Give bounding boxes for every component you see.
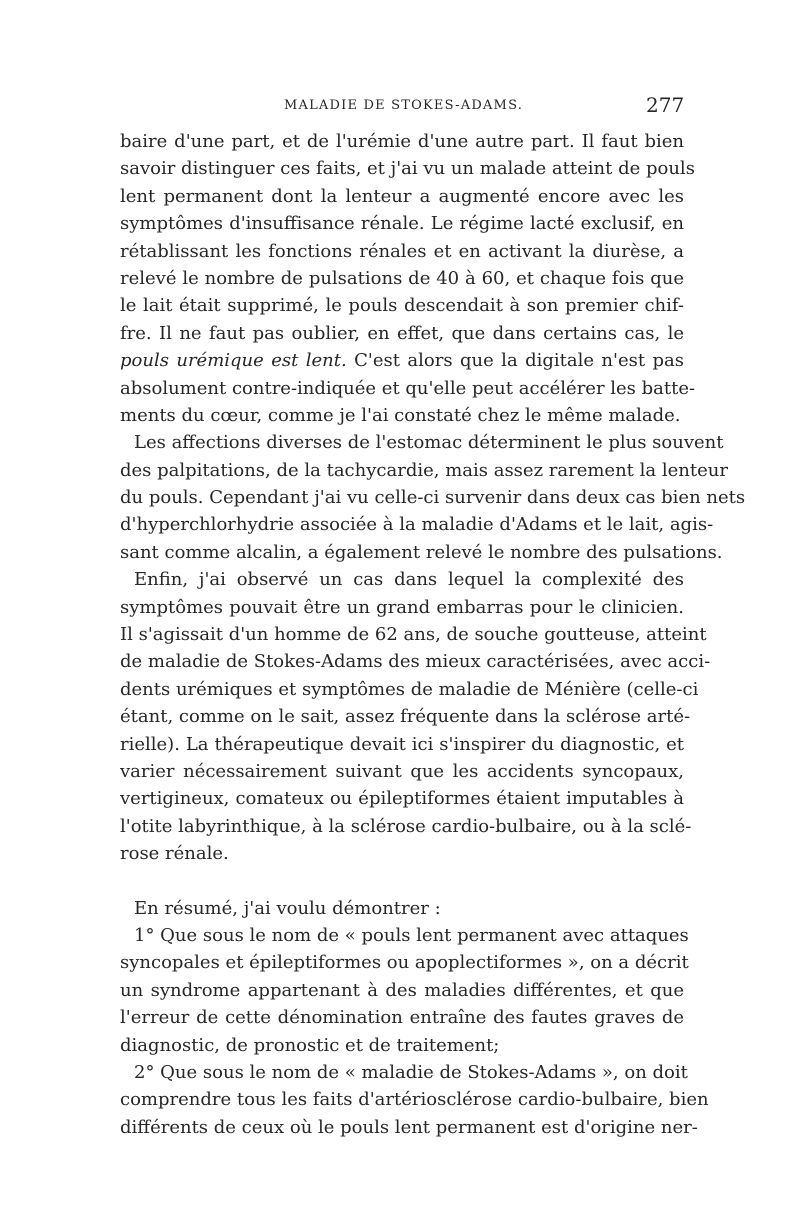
text-line: absolument contre-indiquée et qu'elle peut accélérer les batte-	[120, 377, 696, 399]
text-line: ments du cœur, comme je l'ai constaté chez le même malade.	[120, 404, 681, 426]
text-line: relevé le nombre de pulsations de 40 à 60, et chaque fois que	[120, 267, 684, 289]
italic-phrase: pouls urémique est lent.	[120, 350, 347, 372]
text-line: rielle). La thérapeutique devait ici s'inspirer du diagnostic, et	[120, 733, 684, 755]
text-line: différents de ceux où le pouls lent permanent est d'origine ner-	[120, 1116, 698, 1138]
text-line: l'otite labyrinthique, à la sclérose cardio-bulbaire, ou à la sclé-	[120, 815, 692, 837]
text-line: du pouls. Cependant j'ai vu celle-ci survenir dans deux cas bien nets	[120, 487, 746, 509]
text-line: Enfin, j'ai observé un cas dans lequel la complexité des	[134, 569, 684, 591]
text-line: rétablissant les fonctions rénales et en activant la diurèse, a	[120, 240, 684, 262]
text-line: étant, comme on le sait, assez fréquente dans la sclérose arté-	[120, 706, 691, 728]
text-line: fre. Il ne faut pas oublier, en effet, que dans certains cas, le	[120, 322, 684, 344]
text-line: En résumé, j'ai voulu démontrer :	[134, 897, 441, 919]
text-line: d'hyperchlorhydrie associée à la maladie d'Adams et le lait, agis-	[120, 514, 714, 536]
text-line: Les affections diverses de l'estomac déterminent le plus souvent	[134, 432, 724, 454]
paragraph-5	[120, 922, 689, 1059]
text-line: le lait était supprimé, le pouls descendait à son premier chif-	[120, 295, 684, 317]
text-line: diagnostic, de pronostic et de traitement;	[120, 1034, 500, 1056]
text-line: syncopales et épileptiformes ou apoplectiformes », on a décrit	[120, 952, 689, 974]
paragraph-3	[120, 566, 711, 867]
text-line: savoir distinguer ces faits, et j'ai vu un malade atteint de pouls	[120, 158, 695, 180]
paragraph-4	[120, 895, 684, 922]
text-line: des palpitations, de la tachycardie, mais assez rarement la lenteur	[120, 459, 728, 481]
paragraph-spacer	[120, 868, 684, 895]
text-line: l'erreur de cette dénomination entraîne des fautes graves de	[120, 1007, 684, 1029]
paragraph-2	[120, 429, 746, 566]
text-line: 2° Que sous le nom de « maladie de Stokes-Adams », on doit	[134, 1061, 688, 1083]
text-line: un syndrome appartenant à des maladies différentes, et que	[120, 979, 684, 1001]
text-line: 1° Que sous le nom de « pouls lent permanent avec attaques	[134, 924, 689, 946]
paragraph-1	[120, 128, 696, 429]
text-span: C'est alors que la digitale n'est pas	[346, 350, 685, 372]
text-line: baire d'une part, et de l'urémie d'une autre part. Il faut bien	[120, 131, 684, 152]
text-line: rose rénale.	[120, 843, 229, 865]
paragraph-6	[120, 1059, 709, 1141]
text-line: sant comme alcalin, a également relevé le nombre des pulsations.	[120, 541, 723, 563]
text-line: varier nécessairement suivant que les accidents syncopaux,	[120, 760, 684, 782]
text-line	[120, 347, 684, 374]
body-text	[120, 128, 746, 1141]
text-line: vertigineux, comateux ou épileptiformes étaient imputables à	[120, 788, 684, 810]
text-line: de maladie de Stokes-Adams des mieux caractérisées, avec acci-	[120, 651, 711, 673]
text-line: lent permanent dont la lenteur a augmenté encore avec les	[120, 185, 684, 207]
text-line: symptômes pouvait être un grand embarras pour le clinicien.	[120, 596, 684, 618]
running-head: MALADIE DE STOKES-ADAMS.	[284, 98, 524, 113]
page-number: 277	[646, 93, 685, 117]
text-line: dents urémiques et symptômes de maladie de Ménière (celle-ci	[120, 678, 699, 700]
text-line: symptômes d'insuffisance rénale. Le régime lacté exclusif, en	[120, 213, 684, 235]
text-line: comprendre tous les faits d'artériosclérose cardio-bulbaire, bien	[120, 1089, 709, 1111]
text-line: Il s'agissait d'un homme de 62 ans, de souche goutteuse, atteint	[120, 624, 707, 646]
